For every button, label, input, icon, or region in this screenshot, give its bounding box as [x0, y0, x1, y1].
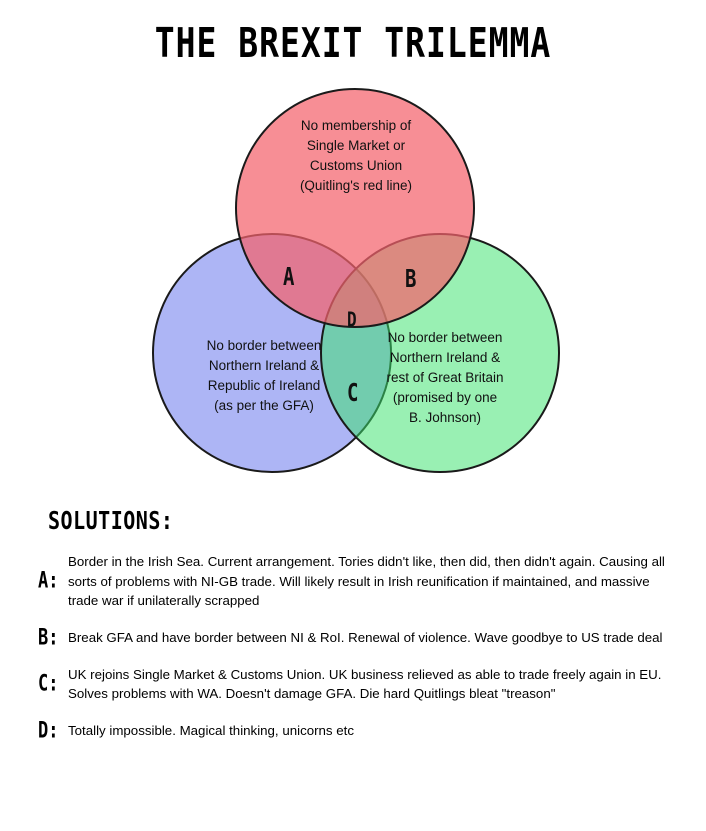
venn-label-left-line-3: Republic of Ireland — [207, 378, 321, 393]
venn-label-left-line-2: Northern Ireland & — [208, 358, 320, 373]
venn-label-top-line-4: (Quitling's red line) — [299, 178, 413, 193]
solution-key-b: B: — [38, 624, 59, 651]
venn-region-label-c: C — [347, 378, 359, 408]
solutions-heading: SOLUTIONS: — [48, 505, 174, 535]
venn-label-right-line-3: rest of Great Britain — [386, 370, 504, 385]
solutions-list — [38, 552, 678, 758]
venn-label-right-line-4: (promised by one — [392, 390, 498, 405]
venn-label-right-line-1: No border between — [387, 330, 503, 345]
venn-label-right-line-2: Northern Ireland & — [389, 350, 501, 365]
solution-key-d: D: — [38, 717, 59, 744]
solution-text-c: UK rejoins Single Market & Customs Union. UK business relieved as able to trade freely again in EU. Solves problems with WA. Doesn't damage GFA. Die hard Quitlings bleat "treason" — [68, 666, 662, 701]
venn-label-top-line-2: Single Market or — [306, 138, 406, 153]
venn-label-top-line-1: No membership of — [300, 118, 412, 133]
solution-text-a: Border in the Irish Sea. Current arrangement. Tories didn't like, then did, then didn't again. Causing all sorts of problems with NI-GB trade. Will likely result in Irish reunification if maintained, and massive trade war if unilaterally scrapped — [68, 554, 665, 608]
venn-region-label-b: B — [405, 264, 417, 294]
page-title: THE BREXIT TRILEMMA — [154, 18, 552, 67]
solution-item-d — [38, 717, 678, 744]
venn-label-right-line-5: B. Johnson) — [408, 410, 482, 425]
solution-item-b — [38, 624, 678, 651]
venn-label-top-line-3: Customs Union — [309, 158, 403, 173]
venn-circle-top — [235, 88, 475, 328]
venn-diagram — [140, 88, 570, 488]
solution-key-c: C: — [38, 671, 59, 697]
venn-region-label-a: A — [283, 262, 295, 292]
solution-item-a — [38, 552, 678, 611]
solution-item-c — [38, 665, 678, 704]
solution-key-a: A: — [38, 568, 59, 595]
solution-text-b: Break GFA and have border between NI & RoI. Renewal of violence. Wave goodbye to US trade deal — [68, 629, 663, 645]
venn-region-label-d: D — [347, 307, 357, 332]
venn-label-left-line-4: (as per the GFA) — [214, 398, 314, 413]
venn-label-left-line-1: No border between — [206, 338, 322, 353]
solution-text-d: Totally impossible. Magical thinking, unicorns etc — [68, 722, 355, 738]
